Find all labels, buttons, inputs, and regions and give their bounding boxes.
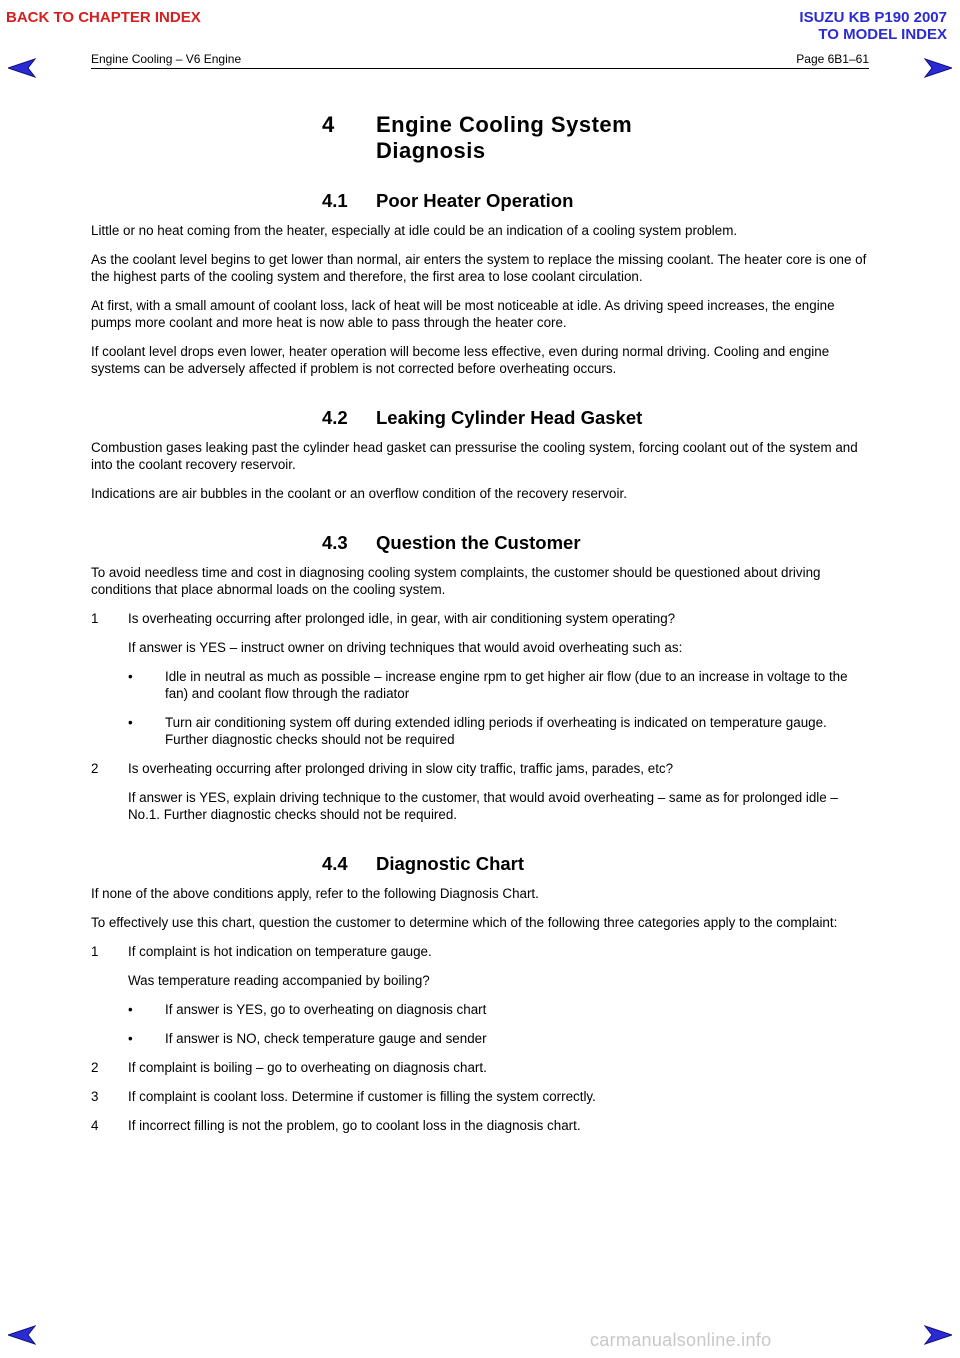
- paragraph: To effectively use this chart, question the customer to determine which of the following three categories apply to the complaint:: [91, 915, 838, 930]
- header-divider: [91, 68, 869, 69]
- bullet-item: • If answer is YES, go to overheating on diagnosis chart: [128, 1002, 487, 1017]
- section-number: 4: [322, 112, 335, 137]
- paragraph: If answer is YES, explain driving technique to the customer, that would avoid overheating – same as for prolonged idle – No.1. Further diagnostic checks should not be required.: [128, 790, 838, 822]
- list-item: 4 If incorrect filling is not the problem, go to coolant loss in the diagnosis chart.: [91, 1118, 581, 1133]
- arrow-right-icon[interactable]: [924, 1325, 952, 1345]
- subsection-heading: 4.4 Diagnostic Chart: [322, 853, 525, 874]
- list-item: 2 If complaint is boiling – go to overheating on diagnosis chart.: [91, 1060, 487, 1075]
- paragraph: Was temperature reading accompanied by boiling?: [128, 973, 430, 988]
- to-model-index[interactable]: TO MODEL INDEX: [818, 26, 947, 43]
- arrow-left-icon[interactable]: [8, 58, 36, 78]
- arrow-right-icon[interactable]: [924, 58, 952, 78]
- paragraph: Combustion gases leaking past the cylinder head gasket can pressurise the cooling system, forcing coolant out of the system and into the coolant recovery reservoir.: [91, 440, 858, 472]
- back-to-chapter-index-link[interactable]: BACK TO CHAPTER INDEX: [6, 9, 201, 26]
- page-number: Page 6B1–61: [796, 52, 869, 66]
- paragraph: At first, with a small amount of coolant loss, lack of heat will be most noticeable at idle. As driving speed increases, the engine pumps more coolant and more heat is now able to pass through the heater core.: [91, 298, 835, 330]
- list-item: 1 If complaint is hot indication on temperature gauge.: [91, 944, 432, 959]
- bullet-item: • Turn air conditioning system off during extended idling periods if overheating is indicated on temperature gauge. Further diagnostic checks should not be required: [128, 715, 827, 747]
- list-item: 2 Is overheating occurring after prolonged driving in slow city traffic, traffic jams, parades, etc?: [91, 761, 674, 776]
- paragraph: If none of the above conditions apply, refer to the following Diagnosis Chart.: [91, 886, 539, 901]
- paragraph: To avoid needless time and cost in diagnosing cooling system complaints, the customer should be questioned about driving conditions that place abnormal loads on the cooling system.: [91, 565, 821, 597]
- section-title: Engine Cooling System Diagnosis: [376, 112, 633, 163]
- subsection-heading: 4.1 Poor Heater Operation: [322, 190, 574, 211]
- paragraph: Indications are air bubbles in the coolant or an overflow condition of the recovery reservoir.: [91, 486, 627, 501]
- watermark: carmanualsonline.info: [590, 1330, 772, 1350]
- subsection-heading: 4.3 Question the Customer: [322, 532, 581, 553]
- model-title[interactable]: ISUZU KB P190 2007: [799, 9, 947, 26]
- section-heading: [322, 112, 871, 164]
- header-title: Engine Cooling – V6 Engine: [91, 52, 242, 66]
- subsection-heading: 4.2 Leaking Cylinder Head Gasket: [322, 407, 643, 428]
- arrow-left-icon[interactable]: [8, 1325, 36, 1345]
- bullet-item: • Idle in neutral as much as possible – increase engine rpm to get higher air flow (due to an increase in voltage to the fan) and coolant flow through the radiator: [128, 669, 848, 701]
- model-index-link[interactable]: [799, 9, 947, 43]
- bullet-item: • If answer is NO, check temperature gauge and sender: [128, 1031, 487, 1046]
- paragraph: If coolant level drops even lower, heater operation will become less effective, even during normal driving. Cooling and engine systems can be adversely affected if problem is not corrected before overheating occurs.: [91, 344, 830, 376]
- list-item: 3 If complaint is coolant loss. Determine if customer is filling the system correctly.: [91, 1089, 596, 1104]
- paragraph: Little or no heat coming from the heater, especially at idle could be an indication of a cooling system problem.: [91, 223, 738, 238]
- list-item: 1 Is overheating occurring after prolonged idle, in gear, with air conditioning system operating?: [91, 611, 676, 626]
- paragraph: If answer is YES – instruct owner on driving techniques that would avoid overheating such as:: [128, 640, 683, 655]
- paragraph: As the coolant level begins to get lower than normal, air enters the system to replace the missing coolant. The heater core is one of the highest parts of the cooling system and therefore, the first area to lose coolant circulation.: [91, 252, 867, 284]
- page-content: [91, 112, 871, 1146]
